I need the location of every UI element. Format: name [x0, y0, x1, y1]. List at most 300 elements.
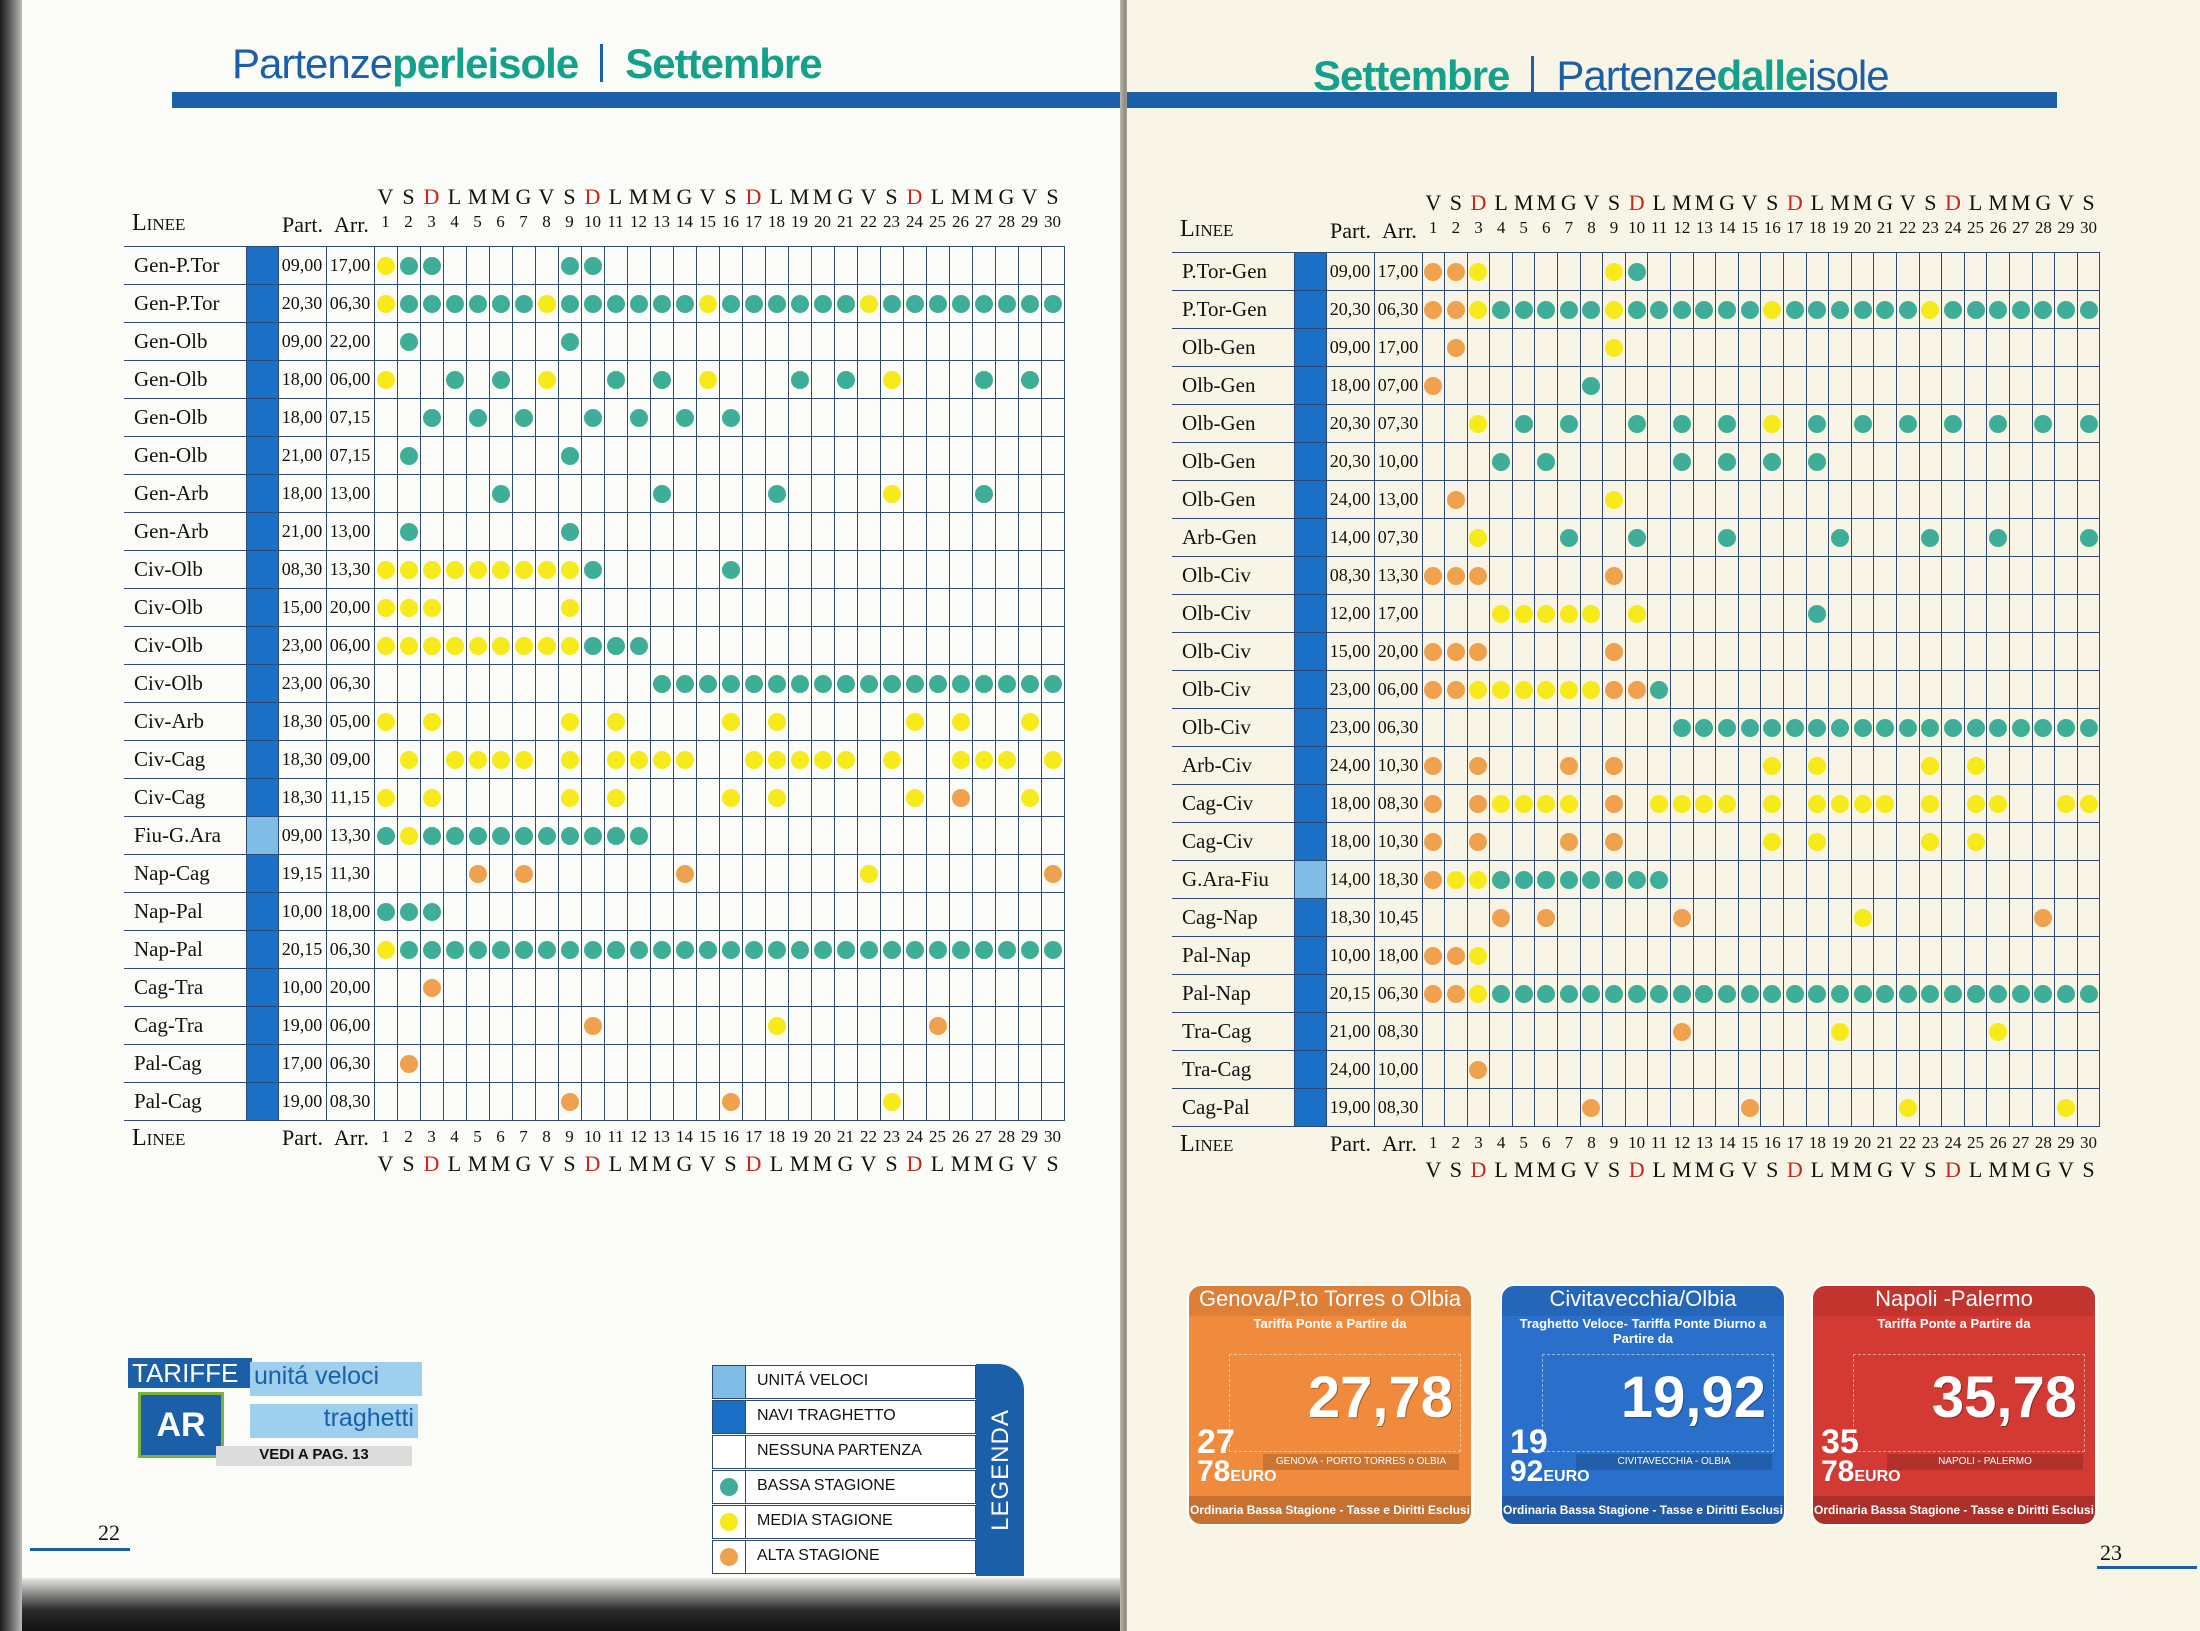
- weekday-label: L: [1652, 1157, 1666, 1182]
- schedule-row: [124, 437, 1064, 475]
- day-cell: [1422, 595, 1445, 633]
- day-cell: [696, 627, 719, 665]
- day-cell: [1761, 785, 1784, 823]
- day-cell: [558, 475, 581, 513]
- weekday-label: M: [1852, 190, 1873, 215]
- day-cell: [1896, 595, 1919, 633]
- weekday-label: G: [837, 184, 854, 209]
- day-cell: [972, 969, 995, 1007]
- arrival-time: 18,30: [1374, 861, 1422, 899]
- weekday-label: G: [676, 184, 693, 209]
- bassa-stagione-dot: [653, 675, 671, 693]
- bassa-stagione-dot: [492, 827, 510, 845]
- day-cell: [604, 323, 627, 361]
- day-cell: [1648, 557, 1671, 595]
- day-cell: [673, 1007, 696, 1045]
- day-cell: [1422, 367, 1445, 405]
- schedule-row: [1172, 291, 2100, 329]
- day-cell: [1490, 747, 1513, 785]
- day-cell: [880, 1045, 903, 1083]
- bassa-stagione-dot: [584, 637, 602, 655]
- day-cell: [1761, 861, 1784, 899]
- day-cell: [1018, 323, 1041, 361]
- weekday-label: M: [490, 184, 511, 209]
- alta-stagione-dot: [1044, 865, 1062, 883]
- day-cell: [1964, 671, 1987, 709]
- right-page-title: [1313, 52, 1889, 100]
- day-cell: [443, 893, 466, 931]
- day-cell: [1784, 747, 1807, 785]
- legend-swatch: [713, 1366, 746, 1398]
- day-cell: [972, 1045, 995, 1083]
- day-cell: [1874, 785, 1897, 823]
- day-cell: [1041, 285, 1064, 323]
- day-cell: [1806, 291, 1829, 329]
- weekday-label: M: [651, 184, 672, 209]
- media-stagione-dot: [883, 371, 901, 389]
- day-cell: [949, 361, 972, 399]
- day-cell: [1693, 481, 1716, 519]
- bassa-stagione-dot: [1741, 985, 1759, 1003]
- day-cell: [558, 855, 581, 893]
- day-cell: [489, 285, 512, 323]
- departure-time: 18,30: [1326, 899, 1374, 937]
- day-cell: [742, 247, 765, 285]
- media-stagione-dot: [699, 295, 717, 313]
- route-name: Gen-Olb: [124, 399, 246, 437]
- day-cell: [650, 1045, 673, 1083]
- day-cell: [1874, 1089, 1897, 1127]
- day-cell: [558, 741, 581, 779]
- weekday-label: M: [1536, 1157, 1557, 1182]
- day-cell: [1829, 823, 1852, 861]
- day-cell: [1467, 823, 1490, 861]
- day-cell: [627, 1007, 650, 1045]
- media-stagione-dot: [423, 561, 441, 579]
- day-cell: [581, 855, 604, 893]
- ferry-marker: [246, 285, 278, 323]
- day-cell: [1987, 253, 2010, 291]
- bassa-stagione-dot: [1628, 263, 1646, 281]
- day-cell: [1761, 253, 1784, 291]
- day-cell: [397, 1007, 420, 1045]
- day-cell: [949, 969, 972, 1007]
- day-cell: [1671, 1089, 1694, 1127]
- media-stagione-dot: [630, 751, 648, 769]
- day-cell: [489, 1045, 512, 1083]
- day-cell: [1806, 367, 1829, 405]
- departure-time: 18,00: [278, 475, 326, 513]
- ferry-marker: [246, 665, 278, 703]
- weekday-label: M: [467, 184, 488, 209]
- bassa-stagione-dot: [929, 295, 947, 313]
- day-cell: [1942, 1013, 1965, 1051]
- day-cell: [880, 1083, 903, 1121]
- schedule-row: [124, 513, 1064, 551]
- day-cell: [857, 855, 880, 893]
- day-cell: [788, 551, 811, 589]
- day-cell: [1761, 823, 1784, 861]
- media-stagione-dot: [515, 637, 533, 655]
- day-cell: [880, 855, 903, 893]
- day-cell: [1467, 1013, 1490, 1051]
- day-cell: [834, 931, 857, 969]
- day-cell: [903, 551, 926, 589]
- weekday-label: L: [447, 184, 462, 209]
- arrival-time: 10,45: [1374, 899, 1422, 937]
- day-cell: [1422, 557, 1445, 595]
- day-cell: [1467, 1051, 1490, 1089]
- day-cell: [903, 475, 926, 513]
- day-cell: [1987, 481, 2010, 519]
- day-cell: [719, 779, 742, 817]
- weekday-label: V: [860, 1151, 877, 1176]
- day-cell: [1671, 595, 1694, 633]
- day-cell: [1964, 747, 1987, 785]
- bassa-stagione-dot: [2080, 415, 2098, 433]
- route-name: Olb-Civ: [1172, 595, 1294, 633]
- day-number: 13: [1695, 218, 1713, 237]
- alta-stagione-dot: [1424, 871, 1442, 889]
- day-cell: [1490, 937, 1513, 975]
- day-cell: [604, 817, 627, 855]
- day-cell: [1851, 329, 1874, 367]
- day-cell: [719, 437, 742, 475]
- day-cell: [1784, 671, 1807, 709]
- media-stagione-dot: [400, 637, 418, 655]
- day-cell: [466, 551, 489, 589]
- day-cell: [627, 817, 650, 855]
- route-name: Gen-Arb: [124, 475, 246, 513]
- media-stagione-dot: [952, 713, 970, 731]
- day-cell: [811, 475, 834, 513]
- day-cell: [581, 1083, 604, 1121]
- departure-time: 23,00: [278, 665, 326, 703]
- day-cell: [535, 855, 558, 893]
- alta-stagione-dot: [1424, 833, 1442, 851]
- day-cell: [673, 361, 696, 399]
- day-cell: [512, 1083, 535, 1121]
- ticket-route: Napoli -Palermo: [1813, 1286, 2095, 1316]
- bassa-stagione-dot: [1044, 675, 1062, 693]
- day-cell: [466, 741, 489, 779]
- day-cell: [397, 665, 420, 703]
- day-cell: [1512, 633, 1535, 671]
- day-cell: [443, 817, 466, 855]
- bassa-stagione-dot: [929, 941, 947, 959]
- day-cell: [857, 1083, 880, 1121]
- arrival-time: 07,00: [1374, 367, 1422, 405]
- day-cell: [765, 931, 788, 969]
- day-cell: [512, 969, 535, 1007]
- day-cell: [949, 323, 972, 361]
- schedule-row: [124, 931, 1064, 969]
- day-cell: [1603, 329, 1626, 367]
- day-cell: [1964, 823, 1987, 861]
- day-number: 19: [1831, 218, 1849, 237]
- arrival-time: 22,00: [326, 323, 374, 361]
- day-cell: [719, 627, 742, 665]
- day-cell: [1987, 405, 2010, 443]
- day-cell: [535, 703, 558, 741]
- day-cell: [420, 285, 443, 323]
- day-cell: [880, 285, 903, 323]
- route-name: Gen-Olb: [124, 361, 246, 399]
- day-cell: [1625, 405, 1648, 443]
- bassa-stagione-dot: [952, 295, 970, 313]
- weekday-label: V: [1425, 190, 1442, 215]
- bassa-stagione-dot: [1582, 301, 1600, 319]
- day-cell: [857, 817, 880, 855]
- day-cell: [489, 323, 512, 361]
- day-cell: [420, 551, 443, 589]
- media-stagione-dot: [1808, 833, 1826, 851]
- route-name: Olb-Civ: [1172, 709, 1294, 747]
- ferry-marker: [1294, 937, 1326, 975]
- weekday-label: M: [1513, 1157, 1534, 1182]
- alta-stagione-dot: [1741, 1099, 1759, 1117]
- day-cell: [1558, 1013, 1581, 1051]
- day-number: 9: [565, 1127, 574, 1146]
- day-cell: [811, 627, 834, 665]
- day-cell: [1942, 519, 1965, 557]
- weekday-label: M: [1694, 190, 1715, 215]
- day-cell: [581, 361, 604, 399]
- day-cell: [1041, 247, 1064, 285]
- weekday-label: M: [789, 184, 810, 209]
- day-cell: [1919, 481, 1942, 519]
- day-number: 18: [768, 212, 785, 231]
- weekday-label: D: [1945, 1157, 1961, 1182]
- day-cell: [1716, 823, 1739, 861]
- departure-time: 18,00: [1326, 785, 1374, 823]
- day-cell: [972, 627, 995, 665]
- media-stagione-dot: [561, 751, 579, 769]
- day-cell: [1919, 443, 1942, 481]
- day-cell: [1784, 1089, 1807, 1127]
- day-cell: [2032, 519, 2055, 557]
- media-stagione-dot: [1718, 795, 1736, 813]
- day-cell: [1806, 709, 1829, 747]
- departure-time: 24,00: [1326, 747, 1374, 785]
- day-cell: [627, 361, 650, 399]
- day-cell: [512, 589, 535, 627]
- day-cell: [1851, 367, 1874, 405]
- day-cell: [1535, 443, 1558, 481]
- day-cell: [742, 1083, 765, 1121]
- bassa-stagione-dot: [975, 371, 993, 389]
- day-cell: [949, 1007, 972, 1045]
- day-cell: [880, 247, 903, 285]
- day-cell: [397, 437, 420, 475]
- legend-item: [712, 1470, 976, 1504]
- bassa-stagione-dot: [837, 941, 855, 959]
- day-cell: [1896, 785, 1919, 823]
- bassa-stagione-dot: [1515, 301, 1533, 319]
- day-number: 3: [1474, 218, 1483, 237]
- weekday-label: D: [423, 1151, 440, 1176]
- day-number: 30: [1044, 212, 1061, 231]
- day-cell: [811, 399, 834, 437]
- media-stagione-dot: [2080, 795, 2098, 813]
- bassa-stagione-dot: [1808, 719, 1826, 737]
- day-cell: [1919, 975, 1942, 1013]
- day-cell: [1671, 443, 1694, 481]
- day-cell: [1512, 1013, 1535, 1051]
- day-cell: [1806, 557, 1829, 595]
- day-cell: [719, 1007, 742, 1045]
- day-cell: [512, 893, 535, 931]
- bassa-stagione-dot: [1582, 377, 1600, 395]
- day-cell: [1964, 937, 1987, 975]
- day-cell: [443, 627, 466, 665]
- day-cell: [581, 817, 604, 855]
- legend-dot: [720, 1548, 738, 1566]
- day-number: 1: [381, 1127, 390, 1146]
- day-cell: [650, 399, 673, 437]
- day-cell: [1716, 519, 1739, 557]
- weekday-label: M: [1672, 190, 1692, 215]
- day-cell: [420, 703, 443, 741]
- schedule-row: [124, 703, 1064, 741]
- day-cell: [2077, 671, 2100, 709]
- day-cell: [903, 1007, 926, 1045]
- bassa-stagione-dot: [676, 675, 694, 693]
- day-cell: [627, 627, 650, 665]
- day-cell: [1535, 709, 1558, 747]
- day-cell: [1896, 1051, 1919, 1089]
- day-cell: [1874, 633, 1897, 671]
- day-cell: [650, 817, 673, 855]
- day-cell: [374, 779, 397, 817]
- schedule-row: [124, 1007, 1064, 1045]
- day-number: 10: [584, 212, 601, 231]
- day-cell: [926, 437, 949, 475]
- media-stagione-dot: [1582, 681, 1600, 699]
- day-cell: [972, 931, 995, 969]
- bassa-stagione-dot: [653, 371, 671, 389]
- day-cell: [949, 589, 972, 627]
- day-cell: [489, 817, 512, 855]
- day-number: 12: [1673, 1133, 1691, 1152]
- day-cell: [1738, 747, 1761, 785]
- day-cell: [1806, 937, 1829, 975]
- bassa-stagione-dot: [1537, 453, 1555, 471]
- day-cell: [581, 969, 604, 1007]
- day-cell: [2009, 519, 2032, 557]
- bassa-stagione-dot: [469, 295, 487, 313]
- day-cell: [627, 741, 650, 779]
- departure-time: 20,30: [1326, 291, 1374, 329]
- day-cell: [650, 1083, 673, 1121]
- day-cell: [397, 361, 420, 399]
- day-cell: [1919, 557, 1942, 595]
- media-stagione-dot: [561, 561, 579, 579]
- alta-stagione-dot: [2034, 909, 2052, 927]
- day-cell: [1671, 519, 1694, 557]
- bassa-stagione-dot: [1673, 719, 1691, 737]
- arrival-time: 06,00: [326, 1007, 374, 1045]
- day-cell: [558, 627, 581, 665]
- day-cell: [903, 893, 926, 931]
- day-cell: [1964, 481, 1987, 519]
- day-cell: [1851, 633, 1874, 671]
- day-number: 2: [1451, 218, 1461, 237]
- day-cell: [972, 247, 995, 285]
- day-cell: [742, 361, 765, 399]
- bassa-stagione-dot: [1021, 941, 1039, 959]
- day-cell: [1851, 975, 1874, 1013]
- day-cell: [535, 323, 558, 361]
- departure-time: 18,00: [278, 361, 326, 399]
- route-name: Nap-Pal: [124, 931, 246, 969]
- lines-header-bottom: Linee: [132, 1125, 186, 1151]
- header-band: [172, 92, 1123, 108]
- day-cell: [558, 665, 581, 703]
- day-cell: [420, 855, 443, 893]
- day-cell: [673, 1045, 696, 1083]
- weekday-label: V: [1899, 1157, 1916, 1182]
- day-cell: [1512, 519, 1535, 557]
- bassa-stagione-dot: [446, 295, 464, 313]
- departure-time: 23,00: [1326, 709, 1374, 747]
- day-cell: [742, 285, 765, 323]
- day-cell: [834, 779, 857, 817]
- day-cell: [581, 589, 604, 627]
- bassa-stagione-dot: [975, 485, 993, 503]
- day-cell: [1964, 899, 1987, 937]
- day-cell: [397, 513, 420, 551]
- day-cell: [1422, 443, 1445, 481]
- legend-item: [712, 1540, 976, 1574]
- media-stagione-dot: [1560, 681, 1578, 699]
- day-cell: [1625, 443, 1648, 481]
- day-cell: [811, 323, 834, 361]
- day-number: 6: [1542, 1133, 1551, 1152]
- weekday-label: V: [1583, 1157, 1600, 1182]
- day-cell: [2055, 329, 2078, 367]
- day-cell: [1558, 291, 1581, 329]
- day-number: 17: [1786, 1133, 1804, 1152]
- weekday-label: D: [745, 1151, 762, 1176]
- day-cell: [1467, 785, 1490, 823]
- day-cell: [880, 475, 903, 513]
- bassa-stagione-dot: [1944, 719, 1962, 737]
- weekday-label: S: [1607, 190, 1621, 215]
- legend-item: [712, 1435, 976, 1469]
- legend: [712, 1364, 1024, 1576]
- day-cell: [995, 779, 1018, 817]
- bassa-stagione-dot: [492, 371, 510, 389]
- bassa-stagione-dot: [515, 941, 533, 959]
- day-cell: [1874, 937, 1897, 975]
- day-cell: [834, 513, 857, 551]
- weekday-label: G: [998, 1151, 1015, 1176]
- bassa-stagione-dot: [2057, 985, 2075, 1003]
- media-stagione-dot: [1831, 795, 1849, 813]
- departure-time: 10,00: [1326, 937, 1374, 975]
- day-cell: [1829, 671, 1852, 709]
- day-cell: [604, 589, 627, 627]
- day-cell: [466, 437, 489, 475]
- weekday-label: D: [423, 184, 440, 209]
- day-cell: [1874, 481, 1897, 519]
- day-cell: [719, 551, 742, 589]
- day-cell: [1512, 595, 1535, 633]
- bassa-stagione-dot: [446, 941, 464, 959]
- day-cell: [765, 589, 788, 627]
- day-cell: [1018, 855, 1041, 893]
